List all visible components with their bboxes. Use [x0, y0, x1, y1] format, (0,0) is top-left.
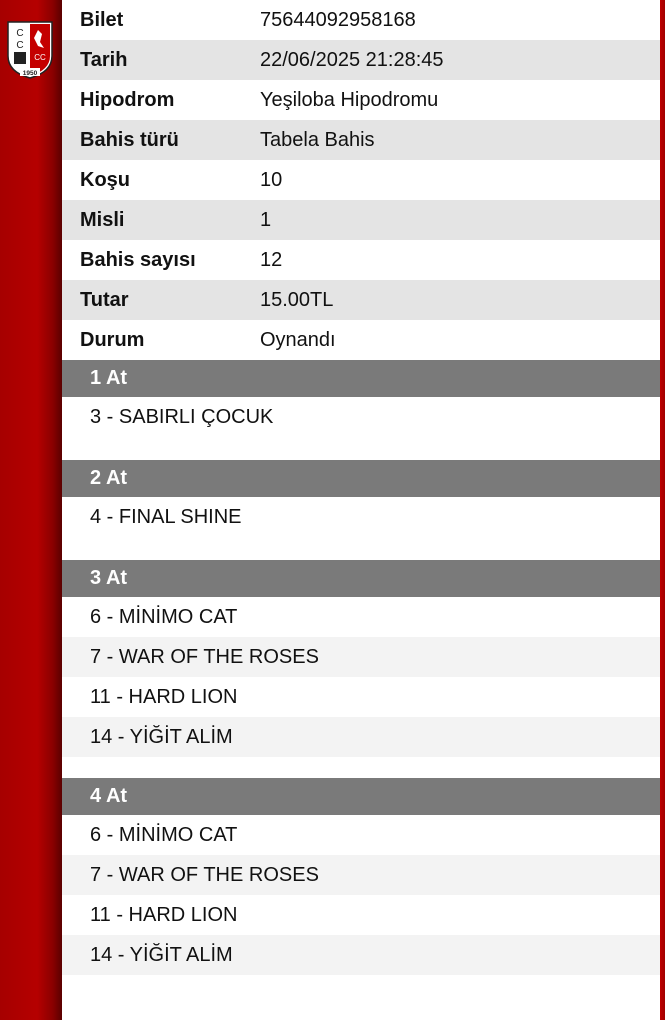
section-header: 2 At [62, 460, 660, 497]
detail-row-6 [62, 240, 660, 280]
detail-label: Durum [80, 328, 145, 351]
race-section [62, 560, 660, 757]
race-section [62, 778, 660, 975]
detail-label: Tutar [80, 288, 129, 311]
detail-value: 12 [260, 248, 283, 271]
detail-label: Misli [80, 208, 125, 231]
detail-value: 75644092958168 [260, 8, 416, 31]
section-header: 4 At [62, 778, 660, 815]
section-header: 1 At [62, 360, 660, 397]
detail-row-7 [62, 280, 660, 320]
ticket-detail-panel [62, 0, 660, 1020]
horse-row: 11 - HARD LION [90, 685, 238, 708]
left-side-bar [0, 0, 62, 1020]
race-section [62, 460, 660, 537]
detail-label: Bahis türü [80, 128, 179, 151]
detail-row-8 [62, 320, 660, 360]
detail-row-4 [62, 160, 660, 200]
horse-row: 7 - WAR OF THE ROSES [62, 637, 660, 677]
horse-row: 4 - FINAL SHINE [90, 505, 242, 528]
ticket-details [62, 0, 660, 360]
right-side-bar [660, 0, 665, 1020]
horse-row: 6 - MİNİMO CAT [90, 605, 238, 628]
detail-label: Bilet [80, 8, 124, 31]
svg-text:CC: CC [34, 53, 46, 62]
svg-text:C: C [16, 40, 24, 51]
horse-row: 7 - WAR OF THE ROSES [62, 855, 660, 895]
detail-label: Tarih [80, 48, 128, 71]
detail-value: Tabela Bahis [260, 128, 375, 151]
detail-row-3 [62, 120, 660, 160]
detail-row-5 [62, 200, 660, 240]
detail-value: Oynandı [260, 328, 336, 351]
horse-row: 6 - MİNİMO CAT [90, 823, 238, 846]
detail-value: 22/06/2025 21:28:45 [260, 48, 444, 71]
section-header: 3 At [62, 560, 660, 597]
detail-row-1 [62, 40, 660, 80]
detail-value: 10 [260, 168, 283, 191]
detail-label: Koşu [80, 168, 130, 191]
horse-row: 14 - YİĞİT ALİM [62, 935, 660, 975]
detail-label: Bahis sayısı [80, 248, 196, 271]
detail-label: Hipodrom [80, 88, 175, 111]
club-crest-icon [6, 20, 54, 80]
detail-value: 1 [260, 208, 272, 231]
detail-row-2 [62, 80, 660, 120]
detail-value: 15.00TL [260, 288, 334, 311]
svg-text:1950: 1950 [22, 70, 38, 77]
horse-row: 3 - SABIRLI ÇOCUK [90, 405, 274, 428]
horse-row: 14 - YİĞİT ALİM [62, 717, 660, 757]
race-sections [62, 360, 660, 975]
svg-text:C: C [16, 28, 24, 39]
race-section [62, 360, 660, 437]
horse-row: 11 - HARD LION [90, 903, 238, 926]
detail-row-0 [62, 0, 660, 40]
detail-value: Yeşiloba Hipodromu [260, 88, 439, 111]
